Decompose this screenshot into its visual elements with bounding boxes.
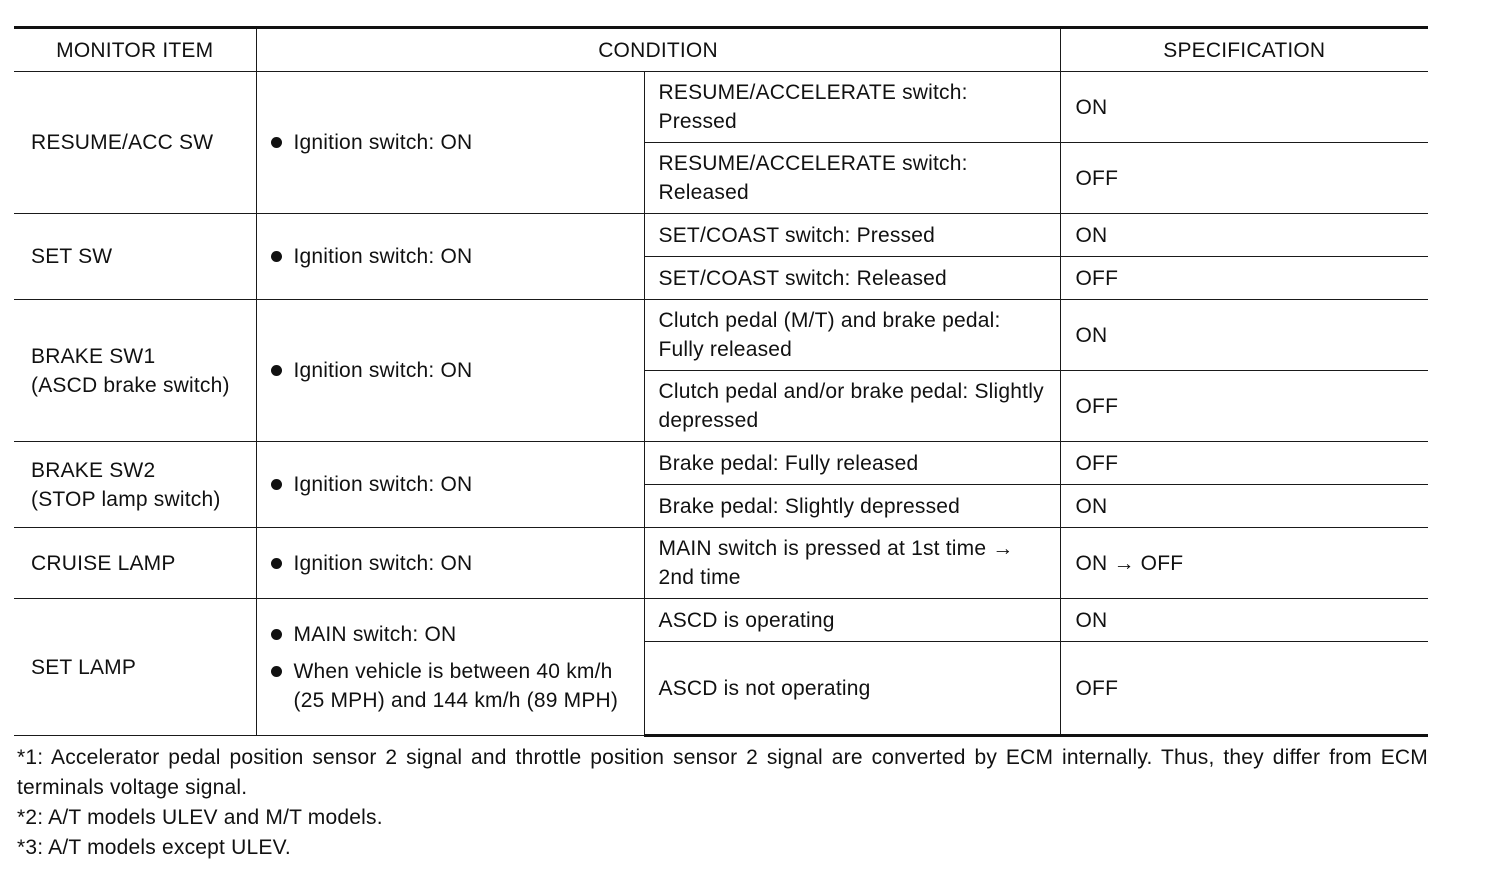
condition-cell — [256, 72, 644, 214]
monitor-item-cell — [14, 300, 256, 442]
condition-cell — [256, 528, 644, 599]
monitor-item-line: (ASCD brake switch) — [31, 373, 230, 397]
table-row — [14, 599, 1428, 642]
sub-condition-cell: MAIN switch is pressed at 1st time → 2nd time — [644, 528, 1060, 599]
table-row — [14, 442, 1428, 485]
footnote-1: *1: Accelerator pedal position sensor 2 signal and throttle position sensor 2 signal are converted by ECM internally. Thus, they differ from ECM terminals voltage signal. — [17, 746, 1428, 799]
bullet-icon — [271, 558, 282, 569]
table-row — [14, 300, 1428, 371]
condition-bullet: Ignition switch: ON — [271, 356, 636, 385]
sub-condition-cell: RESUME/ACCELERATE switch: Released — [644, 143, 1060, 214]
specification-cell: ON → OFF — [1060, 528, 1428, 599]
header-condition: CONDITION — [256, 28, 1060, 72]
sub-condition-cell: RESUME/ACCELERATE switch: Pressed — [644, 72, 1060, 143]
monitor-spec-table — [14, 26, 1428, 737]
specification-cell: OFF — [1060, 257, 1428, 300]
condition-bullet: Ignition switch: ON — [271, 549, 636, 578]
condition-cell — [256, 599, 644, 736]
sub-condition-cell: ASCD is not operating — [644, 642, 1060, 736]
bullet-icon — [271, 479, 282, 490]
monitor-item-line: BRAKE SW1 — [31, 344, 156, 368]
sub-condition-cell: Clutch pedal (M/T) and brake pedal: Fully released — [644, 300, 1060, 371]
sub-condition-cell: Brake pedal: Slightly depressed — [644, 485, 1060, 528]
table-row — [14, 214, 1428, 257]
condition-bullet: Ignition switch: ON — [271, 470, 636, 499]
specification-cell: OFF — [1060, 442, 1428, 485]
header-specification: SPECIFICATION — [1060, 28, 1428, 72]
condition-cell — [256, 214, 644, 300]
footnotes — [14, 743, 1428, 863]
document-sheet — [14, 26, 1428, 863]
specification-cell: ON — [1060, 214, 1428, 257]
sub-condition-cell: SET/COAST switch: Released — [644, 257, 1060, 300]
condition-cell — [256, 300, 644, 442]
bullet-icon — [271, 251, 282, 262]
monitor-item-cell: SET LAMP — [14, 599, 256, 736]
specification-cell: ON — [1060, 72, 1428, 143]
bullet-icon — [271, 629, 282, 640]
monitor-item-cell — [14, 442, 256, 528]
specification-cell: ON — [1060, 485, 1428, 528]
footnote-2: *2: A/T models ULEV and M/T models. — [17, 806, 383, 829]
bullet-icon — [271, 365, 282, 376]
bullet-icon — [271, 137, 282, 148]
condition-bullet: Ignition switch: ON — [271, 128, 636, 157]
specification-cell: OFF — [1060, 143, 1428, 214]
table-header-row — [14, 28, 1428, 72]
sub-condition-cell: Clutch pedal and/or brake pedal: Slightly depressed — [644, 371, 1060, 442]
monitor-item-cell: CRUISE LAMP — [14, 528, 256, 599]
sub-condition-cell: SET/COAST switch: Pressed — [644, 214, 1060, 257]
condition-bullet: Ignition switch: ON — [271, 242, 636, 271]
sub-condition-cell: Brake pedal: Fully released — [644, 442, 1060, 485]
table-row — [14, 72, 1428, 143]
header-monitor-item: MONITOR ITEM — [14, 28, 256, 72]
sub-condition-cell: ASCD is operating — [644, 599, 1060, 642]
condition-bullet: MAIN switch: ON — [271, 620, 636, 649]
condition-cell — [256, 442, 644, 528]
monitor-item-cell: RESUME/ACC SW — [14, 72, 256, 214]
bullet-icon — [271, 666, 282, 677]
specification-cell: OFF — [1060, 371, 1428, 442]
specification-cell: OFF — [1060, 642, 1428, 736]
monitor-item-line: BRAKE SW2 — [31, 458, 156, 482]
specification-cell: ON — [1060, 599, 1428, 642]
condition-bullet: When vehicle is between 40 km/h (25 MPH) and 144 km/h (89 MPH) — [271, 657, 636, 715]
monitor-item-cell: SET SW — [14, 214, 256, 300]
table-row — [14, 528, 1428, 599]
monitor-item-line: (STOP lamp switch) — [31, 487, 221, 511]
footnote-3: *3: A/T models except ULEV. — [17, 836, 291, 859]
specification-cell: ON — [1060, 300, 1428, 371]
